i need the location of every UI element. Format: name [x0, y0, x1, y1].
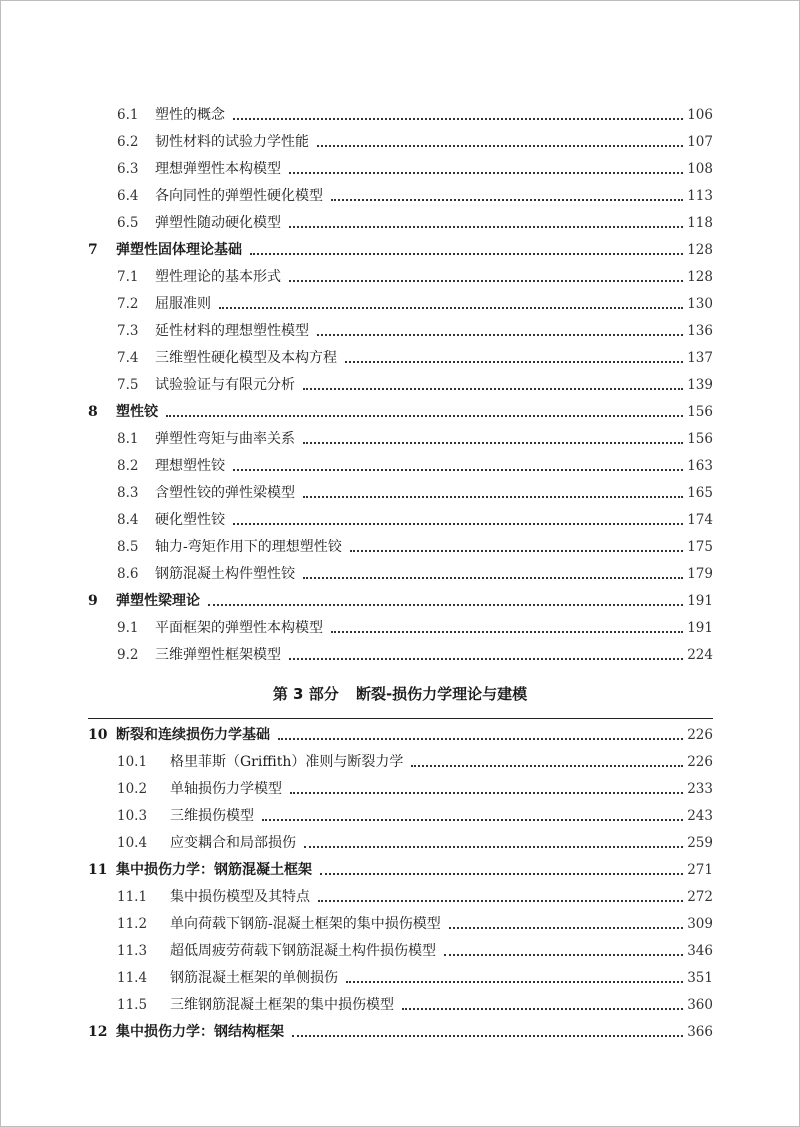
entry-page-number: 226 [687, 727, 713, 743]
entry-page-number: 309 [687, 916, 713, 932]
toc-section-entry[interactable] [117, 426, 713, 453]
entry-page-number: 226 [687, 754, 713, 770]
entry-title: 塑性理论的基本形式 [155, 269, 281, 285]
part-label: 第 3 部分 [272, 685, 339, 703]
entry-title: 各向同性的弹塑性硬化模型 [155, 188, 323, 204]
entry-title: 塑性铰 [116, 404, 158, 420]
toc-section-entry[interactable] [117, 291, 713, 318]
entry-number: 7.1 [117, 269, 139, 285]
dot-leader [318, 899, 683, 902]
dot-leader [250, 252, 683, 255]
entry-number: 9 [88, 593, 98, 609]
entry-number: 8.3 [117, 485, 139, 501]
entry-page-number: 118 [687, 215, 713, 231]
entry-title: 断裂和连续损伤力学基础 [116, 727, 270, 743]
entry-number: 7.2 [117, 296, 139, 312]
entry-page-number: 346 [687, 943, 713, 959]
entry-title: 超低周疲劳荷载下钢筋混凝土构件损伤模型 [170, 943, 436, 959]
entry-title: 弹塑性固体理论基础 [116, 242, 242, 258]
toc-section-entry[interactable] [117, 210, 713, 237]
entry-page-number: 174 [687, 512, 713, 528]
entry-page-number: 163 [687, 458, 713, 474]
entry-title: 理想弹塑性本构模型 [155, 161, 281, 177]
toc-chapter-entry[interactable] [88, 857, 713, 884]
dot-leader [402, 1007, 683, 1010]
entry-number: 11.5 [117, 997, 148, 1013]
entry-page-number: 156 [687, 431, 713, 447]
part-divider [88, 718, 713, 719]
entry-number: 11.2 [117, 916, 148, 932]
toc-section-entry[interactable] [117, 264, 713, 291]
entry-number: 11 [88, 862, 108, 878]
toc-section-entry[interactable] [117, 156, 713, 183]
entry-number: 10.4 [117, 835, 148, 851]
entry-number: 10 [88, 727, 108, 743]
dot-leader [262, 818, 683, 821]
entry-title: 弹塑性弯矩与曲率关系 [155, 431, 295, 447]
entry-page-number: 366 [687, 1024, 713, 1040]
entry-page-number: 175 [687, 539, 713, 555]
entry-number: 10.2 [117, 781, 148, 797]
entry-title: 三维弹塑性框架模型 [155, 647, 281, 663]
entry-title: 应变耦合和局部损伤 [170, 835, 296, 851]
toc-section-entry[interactable] [117, 749, 713, 776]
entry-number: 9.2 [117, 647, 139, 663]
entry-page-number: 179 [687, 566, 713, 582]
entry-page-number: 233 [687, 781, 713, 797]
entry-page-number: 139 [687, 377, 713, 393]
entry-page-number: 137 [687, 350, 713, 366]
dot-leader [289, 225, 683, 228]
dot-leader [289, 279, 683, 282]
entry-number: 11.1 [117, 889, 148, 905]
entry-title: 三维损伤模型 [170, 808, 254, 824]
toc-chapter-entry[interactable] [88, 237, 713, 264]
entry-number: 7.3 [117, 323, 139, 339]
entry-title: 理想塑性铰 [155, 458, 225, 474]
toc-section-entry[interactable] [117, 561, 713, 588]
toc-chapter-entry[interactable] [88, 399, 713, 426]
entry-page-number: 113 [687, 188, 713, 204]
dot-leader [289, 657, 683, 660]
dot-leader [292, 1034, 683, 1037]
dot-leader [346, 980, 683, 983]
toc-section-entry[interactable] [117, 776, 713, 803]
dot-leader [290, 791, 683, 794]
dot-leader [289, 171, 683, 174]
entry-page-number: 224 [687, 647, 713, 663]
toc-section-entry[interactable] [117, 830, 713, 857]
dot-leader [208, 603, 683, 606]
part-heading [0, 683, 800, 704]
dot-leader [233, 117, 683, 120]
entry-title: 弹塑性梁理论 [116, 593, 200, 609]
entry-number: 8 [88, 404, 98, 420]
entry-page-number: 107 [687, 134, 713, 150]
toc-chapter-entry[interactable] [88, 722, 713, 749]
entry-title: 单轴损伤力学模型 [170, 781, 282, 797]
entry-number: 8.1 [117, 431, 139, 447]
toc-section-entry[interactable] [117, 938, 713, 965]
dot-leader [303, 387, 683, 390]
entry-page-number: 243 [687, 808, 713, 824]
dot-leader [449, 926, 683, 929]
toc-section-entry[interactable] [117, 642, 713, 669]
entry-number: 9.1 [117, 620, 139, 636]
toc-section-entry[interactable] [117, 480, 713, 507]
entry-page-number: 360 [687, 997, 713, 1013]
toc-section-entry[interactable] [117, 911, 713, 938]
entry-title: 轴力-弯矩作用下的理想塑性铰 [155, 539, 342, 555]
entry-page-number: 128 [687, 242, 713, 258]
toc-chapter-entry[interactable] [88, 1019, 713, 1046]
entry-number: 10.1 [117, 754, 148, 770]
entry-title: 集中损伤力学：钢结构框架 [116, 1024, 284, 1040]
entry-title: 延性材料的理想塑性模型 [155, 323, 309, 339]
dot-leader [166, 414, 683, 417]
entry-title: 三维钢筋混凝土框架的集中损伤模型 [170, 997, 394, 1013]
dot-leader [278, 737, 683, 740]
dot-leader [303, 495, 683, 498]
toc-chapter-entry[interactable] [88, 588, 713, 615]
entry-number: 8.6 [117, 566, 139, 582]
toc-section-entry[interactable] [117, 183, 713, 210]
entry-number: 7 [88, 242, 98, 258]
entry-title: 屈服准则 [155, 296, 211, 312]
toc-section-entry[interactable] [117, 803, 713, 830]
dot-leader [219, 306, 683, 309]
entry-page-number: 108 [687, 161, 713, 177]
entry-number: 6.5 [117, 215, 139, 231]
entry-title: 钢筋混凝土框架的单侧损伤 [170, 970, 338, 986]
entry-title: 集中损伤力学：钢筋混凝土框架 [116, 862, 312, 878]
dot-leader [345, 360, 683, 363]
dot-leader [444, 953, 683, 956]
entry-page-number: 259 [687, 835, 713, 851]
entry-title: 三维塑性硬化模型及本构方程 [155, 350, 337, 366]
entry-number: 8.2 [117, 458, 139, 474]
dot-leader [350, 549, 683, 552]
entry-page-number: 156 [687, 404, 713, 420]
entry-title: 弹塑性随动硬化模型 [155, 215, 281, 231]
entry-title: 含塑性铰的弹性梁模型 [155, 485, 295, 501]
entry-title: 塑性的概念 [155, 107, 225, 123]
entry-title: 单向荷载下钢筋-混凝土框架的集中损伤模型 [170, 916, 441, 932]
entry-page-number: 272 [687, 889, 713, 905]
entry-title: 硬化塑性铰 [155, 512, 225, 528]
entry-title: 格里菲斯（Griffith）准则与断裂力学 [170, 754, 404, 770]
entry-number: 12 [88, 1024, 108, 1040]
entry-number: 7.4 [117, 350, 139, 366]
toc-section-entry[interactable] [117, 615, 713, 642]
entry-number: 11.3 [117, 943, 148, 959]
dot-leader [317, 333, 683, 336]
entry-number: 8.4 [117, 512, 139, 528]
toc-section-entry[interactable] [117, 884, 713, 911]
toc-section-entry[interactable] [117, 965, 713, 992]
dot-leader [303, 441, 683, 444]
entry-page-number: 136 [687, 323, 713, 339]
part-title: 断裂-损伤力学理论与建模 [355, 685, 528, 703]
toc-section-entry[interactable] [117, 534, 713, 561]
entry-number: 6.2 [117, 134, 139, 150]
dot-leader [411, 764, 683, 767]
entry-number: 8.5 [117, 539, 139, 555]
entry-page-number: 191 [687, 593, 713, 609]
dot-leader [331, 630, 683, 633]
entry-number: 7.5 [117, 377, 139, 393]
dot-leader [233, 522, 683, 525]
toc-section-entry[interactable] [117, 453, 713, 480]
toc-section-entry[interactable] [117, 345, 713, 372]
toc-section-entry[interactable] [117, 318, 713, 345]
toc-section-entry[interactable] [117, 507, 713, 534]
entry-title: 韧性材料的试验力学性能 [155, 134, 309, 150]
entry-page-number: 191 [687, 620, 713, 636]
entry-page-number: 128 [687, 269, 713, 285]
entry-number: 6.4 [117, 188, 139, 204]
entry-title: 集中损伤模型及其特点 [170, 889, 310, 905]
toc-section-entry[interactable] [117, 372, 713, 399]
entry-page-number: 106 [687, 107, 713, 123]
dot-leader [317, 144, 683, 147]
dot-leader [331, 198, 683, 201]
toc-section-entry[interactable] [117, 992, 713, 1019]
entry-page-number: 351 [687, 970, 713, 986]
dot-leader [233, 468, 683, 471]
dot-leader [303, 576, 683, 579]
entry-title: 钢筋混凝土构件塑性铰 [155, 566, 295, 582]
entry-page-number: 271 [687, 862, 713, 878]
entry-page-number: 165 [687, 485, 713, 501]
entry-title: 试验验证与有限元分析 [155, 377, 295, 393]
entry-number: 11.4 [117, 970, 148, 986]
dot-leader [320, 872, 683, 875]
entry-title: 平面框架的弹塑性本构模型 [155, 620, 323, 636]
entry-number: 6.3 [117, 161, 139, 177]
toc-section-entry[interactable] [117, 129, 713, 156]
entry-number: 6.1 [117, 107, 139, 123]
entry-number: 10.3 [117, 808, 148, 824]
entry-page-number: 130 [687, 296, 713, 312]
toc-section-entry[interactable] [117, 102, 713, 129]
dot-leader [304, 845, 683, 848]
